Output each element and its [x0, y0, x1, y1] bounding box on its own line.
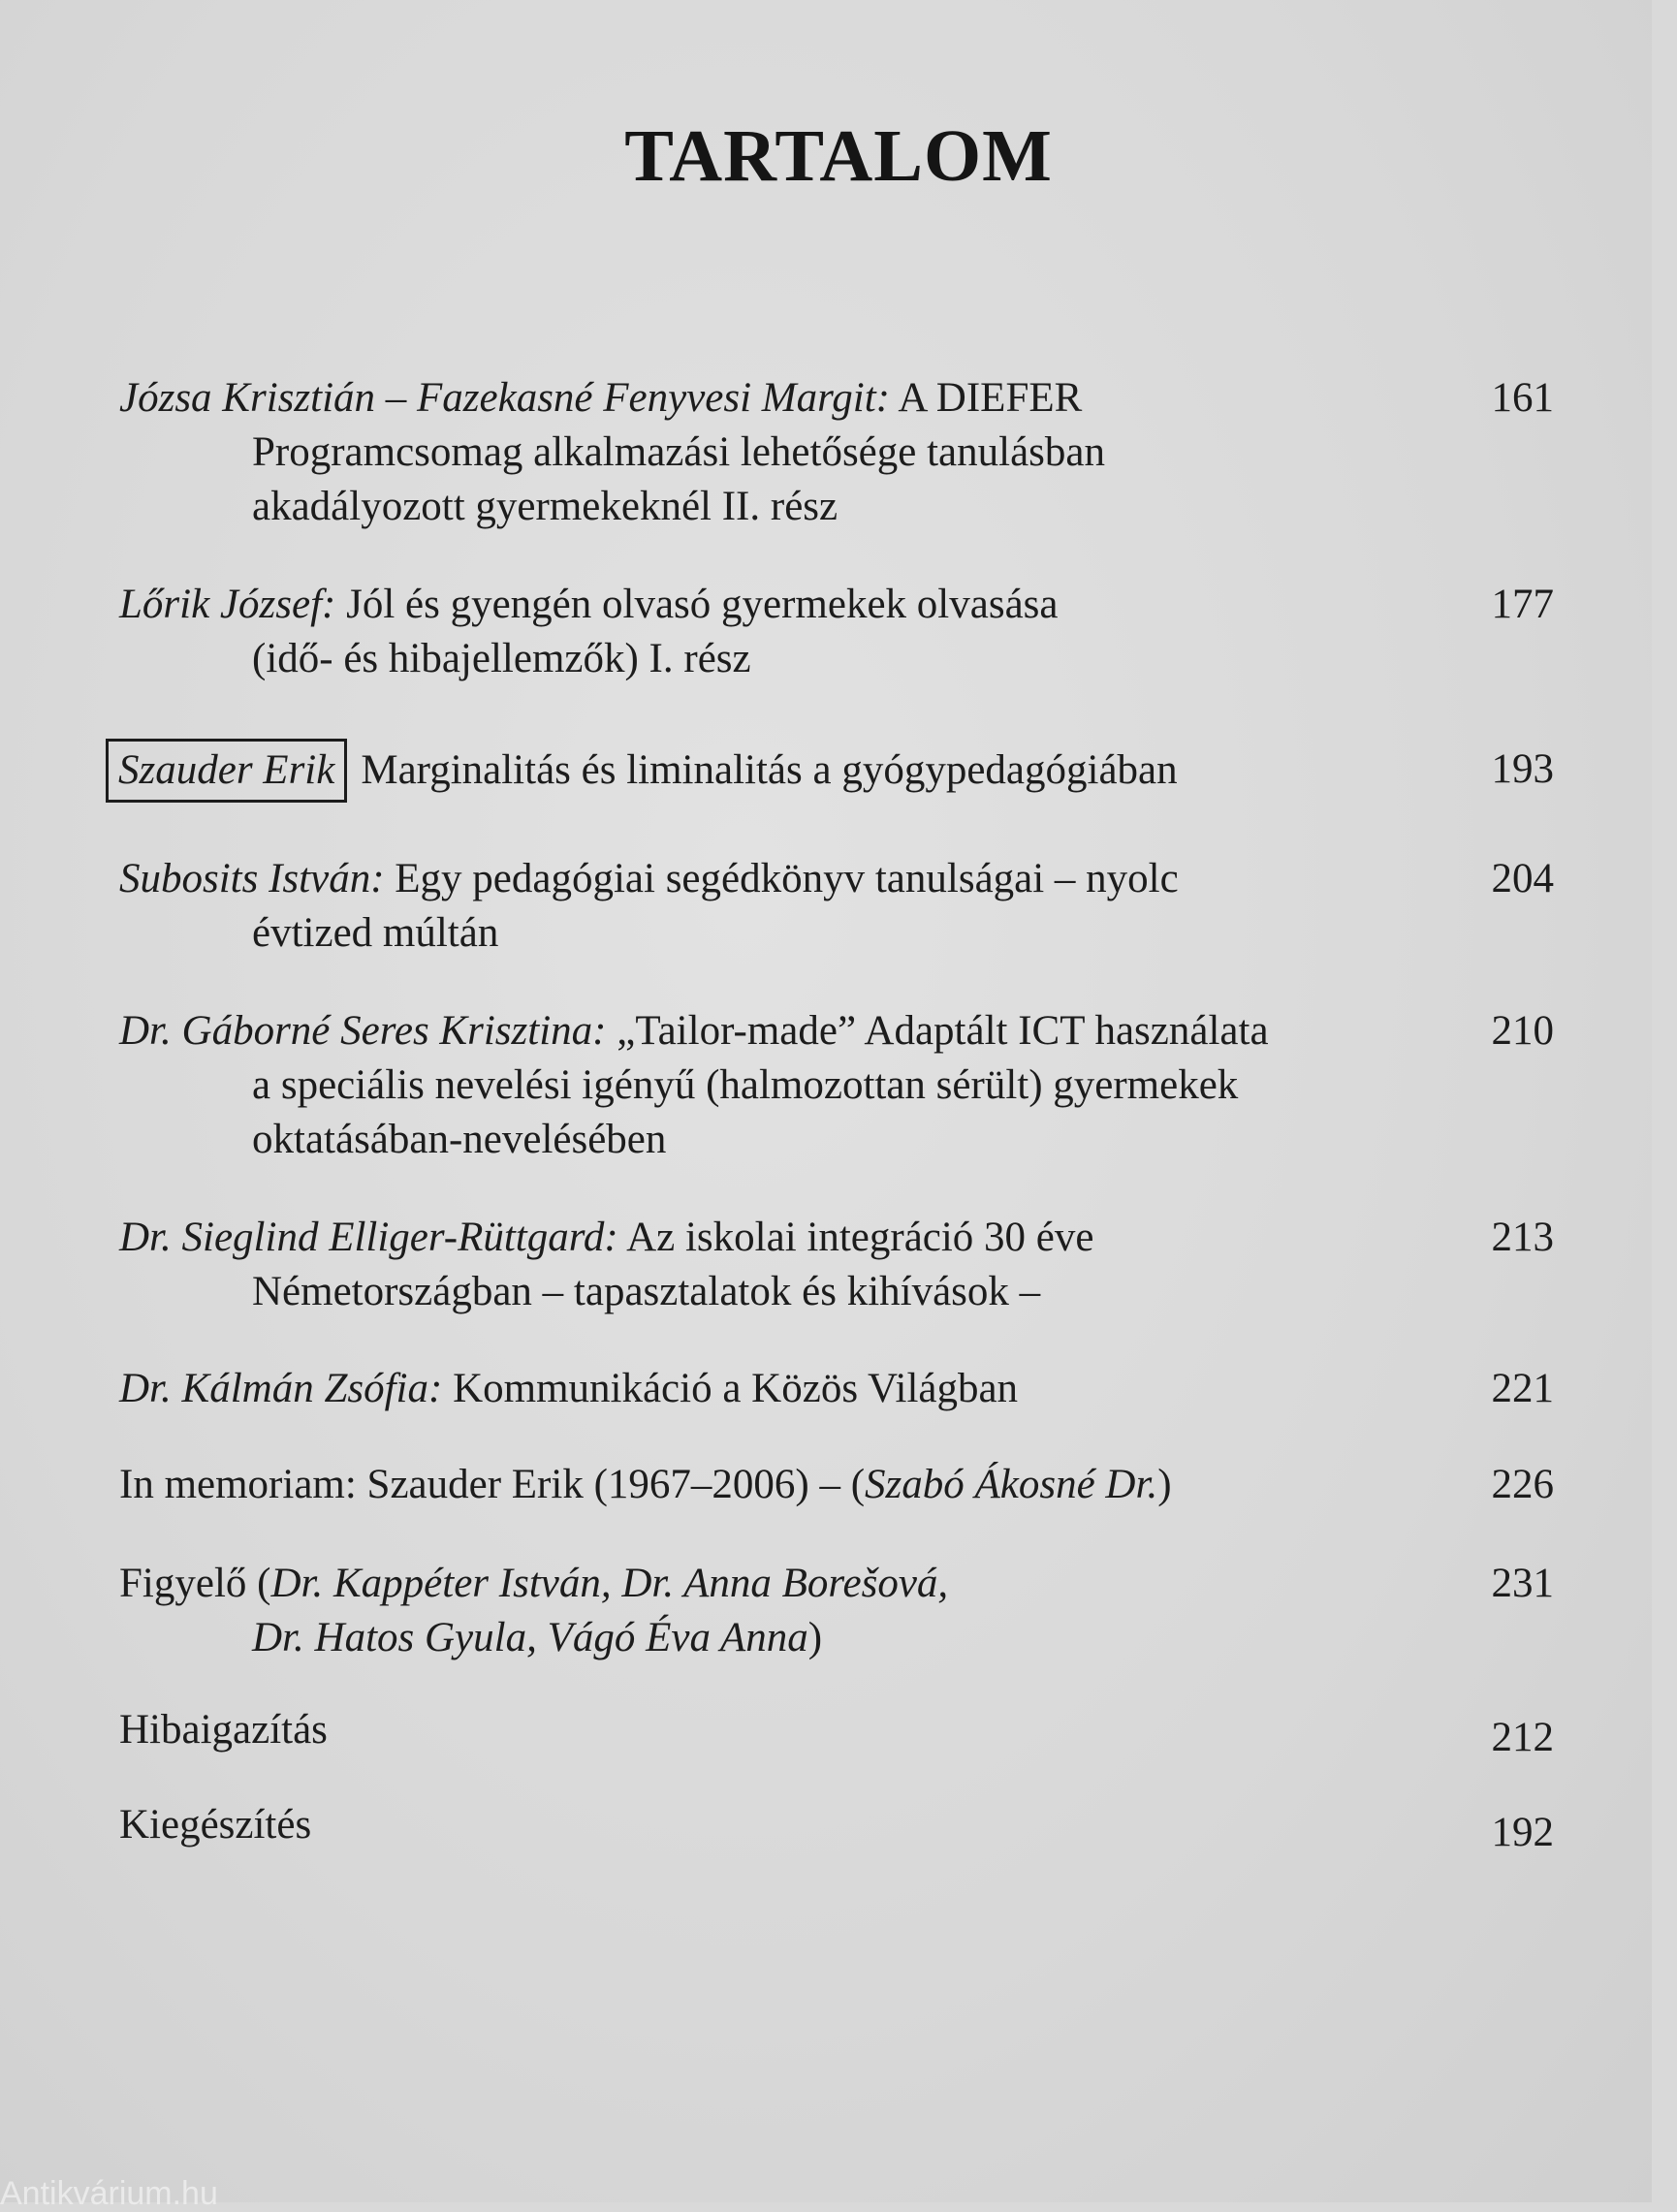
entry-page-number: 177 — [1491, 582, 1554, 627]
toc-entry — [119, 852, 1554, 961]
entry-title: Az iskolai integráció 30 éve — [626, 1215, 1094, 1260]
toc-entry — [119, 371, 1554, 534]
entry-title-suffix: ) — [1157, 1462, 1172, 1507]
entry-title: „Tailor-made” Adaptált ICT használata — [617, 1008, 1269, 1054]
entry-title: Kiegészítés — [119, 1802, 312, 1848]
entry-title-continuation: oktatásában-nevelésében — [252, 1117, 667, 1162]
entry-author: Dr. Sieglind Elliger-Rüttgard: — [119, 1215, 618, 1260]
entry-page-number: 221 — [1491, 1366, 1554, 1411]
toc-entry — [119, 1211, 1554, 1319]
entry-title: Figyelő ( — [119, 1561, 271, 1606]
entry-page-number: 192 — [1491, 1810, 1554, 1855]
entry-author: Józsa Krisztián – Fazekasné Fenyvesi Margit: — [119, 375, 890, 421]
toc-entry — [119, 1798, 1554, 1855]
entry-title-continuation: (idő- és hibajellemzők) I. rész — [252, 636, 751, 681]
entry-page-number: 226 — [1491, 1462, 1554, 1507]
entry-page-number: 210 — [1491, 1008, 1554, 1054]
entry-author: Dr. Kálmán Zsófia: — [119, 1366, 443, 1411]
entry-title: Marginalitás és liminalitás a gyógypedagógiában — [361, 747, 1178, 793]
entry-title: Egy pedagógiai segédkönyv tanulságai – nyolc — [395, 856, 1179, 901]
entry-author: Lőrik József: — [119, 582, 336, 627]
entry-page-number: 161 — [1491, 375, 1554, 421]
entry-title: Hibaigazítás — [119, 1707, 328, 1753]
toc-entry — [119, 1557, 1554, 1665]
entry-title: Kommunikáció a Közös Világban — [453, 1366, 1019, 1411]
entry-author: Dr. Kappéter István, Dr. Anna Borešová, — [270, 1561, 949, 1606]
entry-page-number: 213 — [1491, 1215, 1554, 1260]
entry-title: In memoriam: Szauder Erik (1967–2006) – ( — [119, 1462, 866, 1507]
toc-entry — [119, 1458, 1554, 1512]
entry-title-continuation: Programcsomag alkalmazási lehetősége tanulásban — [252, 429, 1105, 475]
entry-title-continuation: a speciális nevelési igényű (halmozottan sérült) gyermekek — [252, 1062, 1239, 1108]
toc-entry — [119, 739, 1554, 803]
entry-author: Dr. Gáborné Seres Krisztina: — [119, 1008, 607, 1054]
entry-title-continuation: akadályozott gyermekeknél II. rész — [252, 484, 838, 529]
entry-author: Szabó Ákosné Dr. — [865, 1462, 1158, 1507]
entry-page-number: 231 — [1491, 1561, 1554, 1606]
toc-entry — [119, 578, 1554, 686]
entry-author: Subosits István: — [119, 856, 385, 901]
entry-title: A DIEFER — [898, 375, 1083, 421]
toc-entry — [119, 1004, 1554, 1167]
watermark: Antikvárium.hu — [0, 2175, 218, 2212]
entry-title-suffix: ) — [807, 1615, 823, 1660]
entry-author-continuation: Dr. Hatos Gyula, Vágó Éva Anna — [252, 1615, 808, 1660]
entry-author-boxed: Szauder Erik — [106, 739, 347, 803]
entry-title-continuation: évtized múltán — [252, 910, 499, 956]
entry-title-continuation: Németországban – tapasztalatok és kihívások – — [252, 1269, 1041, 1314]
page-title: TARTALOM — [624, 115, 1053, 197]
entry-page-number: 193 — [1491, 746, 1554, 792]
toc-entry — [119, 1362, 1554, 1416]
entry-page-number: 204 — [1491, 856, 1554, 901]
entry-page-number: 212 — [1491, 1715, 1554, 1760]
entry-title: Jól és gyengén olvasó gyermekek olvasása — [346, 582, 1059, 627]
toc-entry — [119, 1703, 1554, 1760]
